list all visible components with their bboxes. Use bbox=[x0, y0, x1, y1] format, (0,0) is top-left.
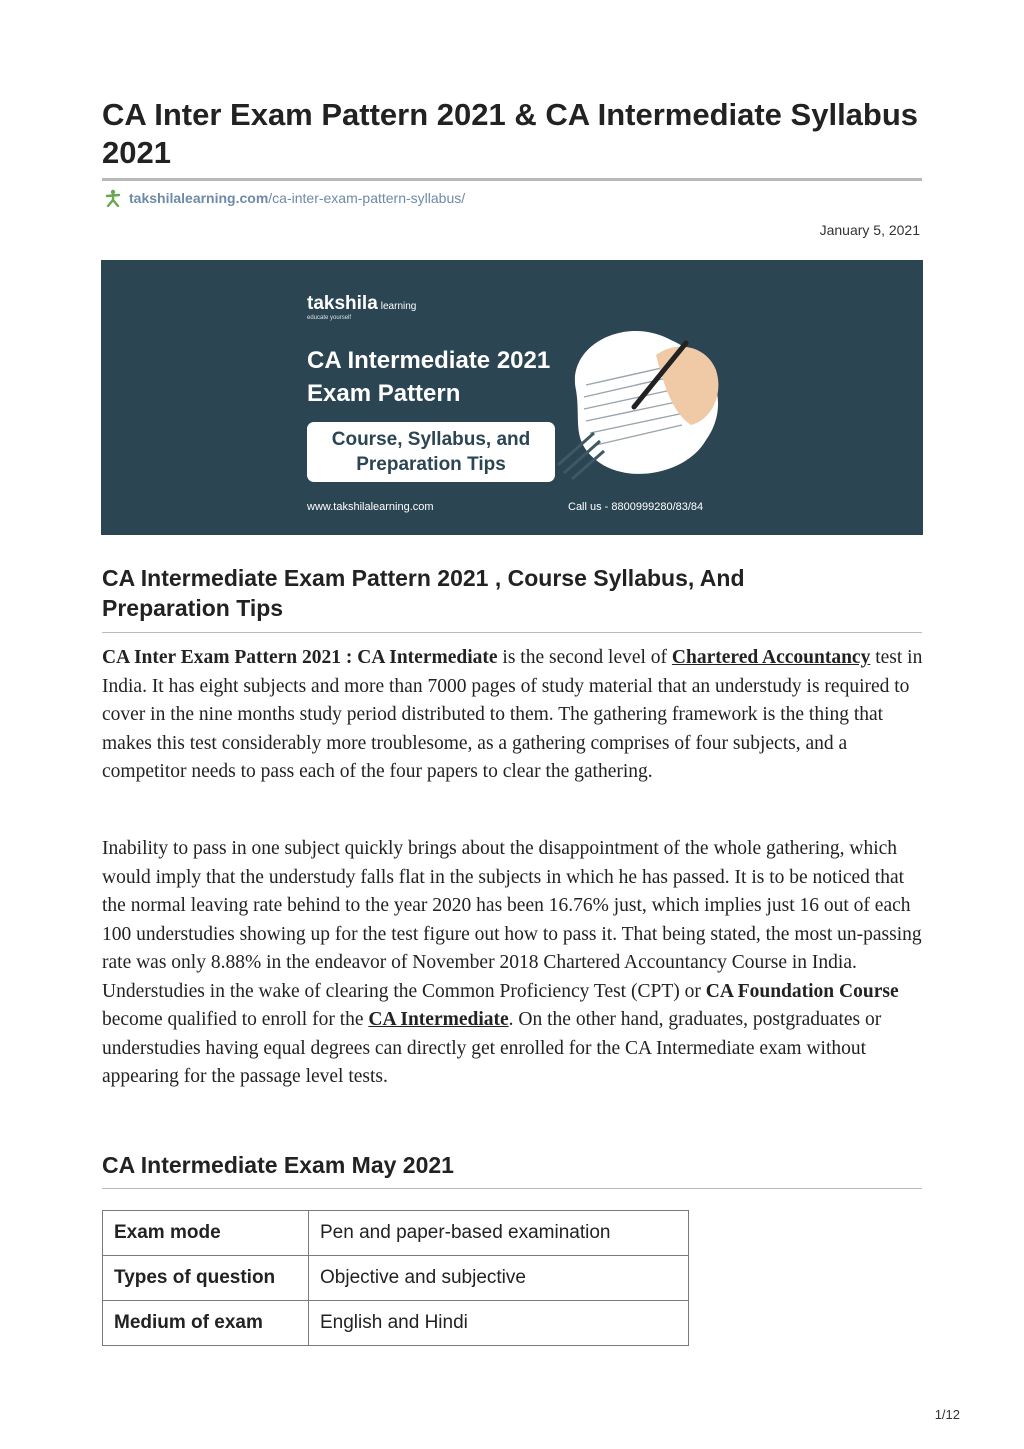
banner-brand-name: takshila bbox=[307, 293, 378, 314]
exam-details-table bbox=[102, 1210, 689, 1346]
source-domain[interactable]: takshilalearning.com bbox=[129, 190, 269, 206]
title-divider bbox=[102, 178, 922, 181]
section-heading-may-2021: CA Intermediate Exam May 2021 bbox=[102, 1152, 454, 1178]
pass-rate-text-a: Inability to pass in one subject quickly brings about the disappointment of the whole gathering, which would imply that the understudy falls flat in the subjects in which he has passed. It is to be noticed that the normal leaving rate behind to the year 2020 has been 16.76% just, which implies just 16 out of each 100 understudies showing up for the test figure out how to pass it. That being stated, the most un-passing rate was only 8.88% in the endeavor of November 2018 Chartered Accountancy Course in India. Understudies in the wake of clearing the Common Proficiency Test (CPT) or bbox=[102, 838, 922, 1002]
table-row bbox=[103, 1211, 689, 1256]
table-value-cell: English and Hindi bbox=[309, 1301, 689, 1346]
ca-intermediate-link[interactable]: CA Intermediate bbox=[368, 1009, 509, 1030]
publish-date: January 5, 2021 bbox=[819, 222, 920, 238]
banner-website: www.takshilalearning.com bbox=[307, 501, 434, 513]
intro-paragraph bbox=[102, 644, 924, 787]
section-divider-pattern bbox=[102, 632, 922, 633]
pass-rate-paragraph bbox=[102, 835, 924, 1092]
pass-rate-text-b: become qualified to enroll for the bbox=[102, 1009, 369, 1030]
banner-brand-suffix: learning bbox=[380, 301, 417, 312]
banner-tagline: educate yourself bbox=[307, 315, 352, 321]
intro-bold-lead: CA Inter Exam Pattern 2021 : CA Intermediate bbox=[102, 647, 498, 668]
banner-brand bbox=[307, 293, 416, 315]
banner-headline: CA Intermediate 2021 Exam Pattern bbox=[307, 347, 551, 407]
table-key-cell: Exam mode bbox=[103, 1211, 309, 1256]
table-value-cell: Objective and subjective bbox=[309, 1256, 689, 1301]
table-value-cell: Pen and paper-based examination bbox=[309, 1211, 689, 1256]
table-key-cell: Medium of exam bbox=[103, 1301, 309, 1346]
section-heading-pattern: CA Intermediate Exam Pattern 2021 , Course Syllabus, And Preparation Tips bbox=[102, 565, 745, 621]
banner-phone: Call us - 8800999280/83/84 bbox=[568, 501, 704, 513]
intro-text-b: test in India. It has eight subjects and more than 7000 pages of study material that an understudy is required to cover in the nine months study period distributed to them. The gathering framework is the thing that makes this test considerably more troublesome, as a gathering comprises of four subjects, and a competitor needs to pass each of the four papers to clear the gathering. bbox=[102, 647, 923, 782]
page-number: 1/12 bbox=[934, 1407, 960, 1422]
site-logo-icon bbox=[104, 189, 122, 207]
source-path[interactable]: /ca-inter-exam-pattern-syllabus/ bbox=[268, 190, 466, 206]
source-link[interactable] bbox=[104, 188, 465, 208]
table-row bbox=[103, 1301, 689, 1346]
banner-subtitle-pill bbox=[307, 422, 555, 482]
hero-banner bbox=[101, 260, 923, 535]
intro-text-a: is the second level of bbox=[497, 647, 672, 668]
page-title: CA Inter Exam Pattern 2021 & CA Intermediate Syllabus 2021 bbox=[102, 97, 919, 170]
pass-rate-text-c: . On the other hand, graduates, postgraduates or understudies having equal degrees can directly get enrolled for the CA Intermediate exam without appearing for the passage level tests. bbox=[102, 1009, 882, 1087]
ca-foundation-course-text: CA Foundation Course bbox=[705, 980, 899, 1002]
exam-writing-illustration bbox=[556, 315, 731, 485]
chartered-accountancy-link[interactable]: Chartered Accountancy bbox=[671, 647, 871, 668]
table-row bbox=[103, 1256, 689, 1301]
banner-subtitle: Course, Syllabus, and Preparation Tips bbox=[331, 429, 531, 475]
table-key-cell: Types of question bbox=[103, 1256, 309, 1301]
section-divider-may-2021 bbox=[102, 1188, 922, 1189]
